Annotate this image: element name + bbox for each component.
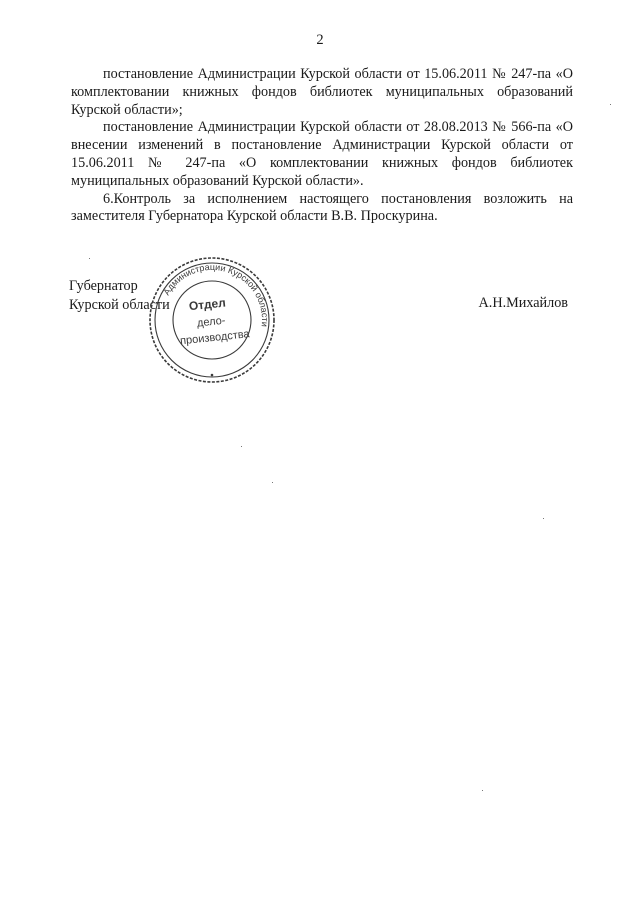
signatory-name: А.Н.Михайлов (478, 295, 568, 311)
speck (272, 482, 273, 483)
speck (610, 104, 611, 105)
stamp-inner-line2: дело- (196, 314, 227, 330)
paragraph-decree-2013: постановление Администрации Курской области от 28.08.2013 № 566-па «О внесении изменений в постановление Администрации Курской области от 15.06.2011 № 247-па «О комплектовании книжных фондов библиотек муниципальных образований Курской области». (71, 119, 573, 189)
paragraph-control-clause: 6.Контроль за исполнением настоящего постановления возложить на заместителя Губернатора Курской области В.В. Проскурина. (71, 190, 573, 225)
page-number: 2 (316, 32, 324, 48)
stamp-dot (211, 374, 214, 377)
speck (241, 446, 242, 447)
stamp-inner-line3: производства (179, 328, 251, 348)
speck (89, 258, 90, 259)
document-body (71, 66, 573, 226)
paragraph-decree-2011: постановление Администрации Курской области от 15.06.2011 № 247-па «О комплектовании книжных фондов библиотек муниципальных образований Курской области»; (71, 66, 573, 118)
stamp-outer-text: Администрации Курской области (161, 261, 271, 328)
signatory-title-line1: Губернатор (69, 278, 138, 294)
stamp-inner-line1: Отдел (188, 295, 227, 314)
speck (543, 518, 544, 519)
speck (482, 790, 483, 791)
signatory-title-line2: Курской области (69, 297, 170, 313)
office-stamp (147, 255, 277, 385)
